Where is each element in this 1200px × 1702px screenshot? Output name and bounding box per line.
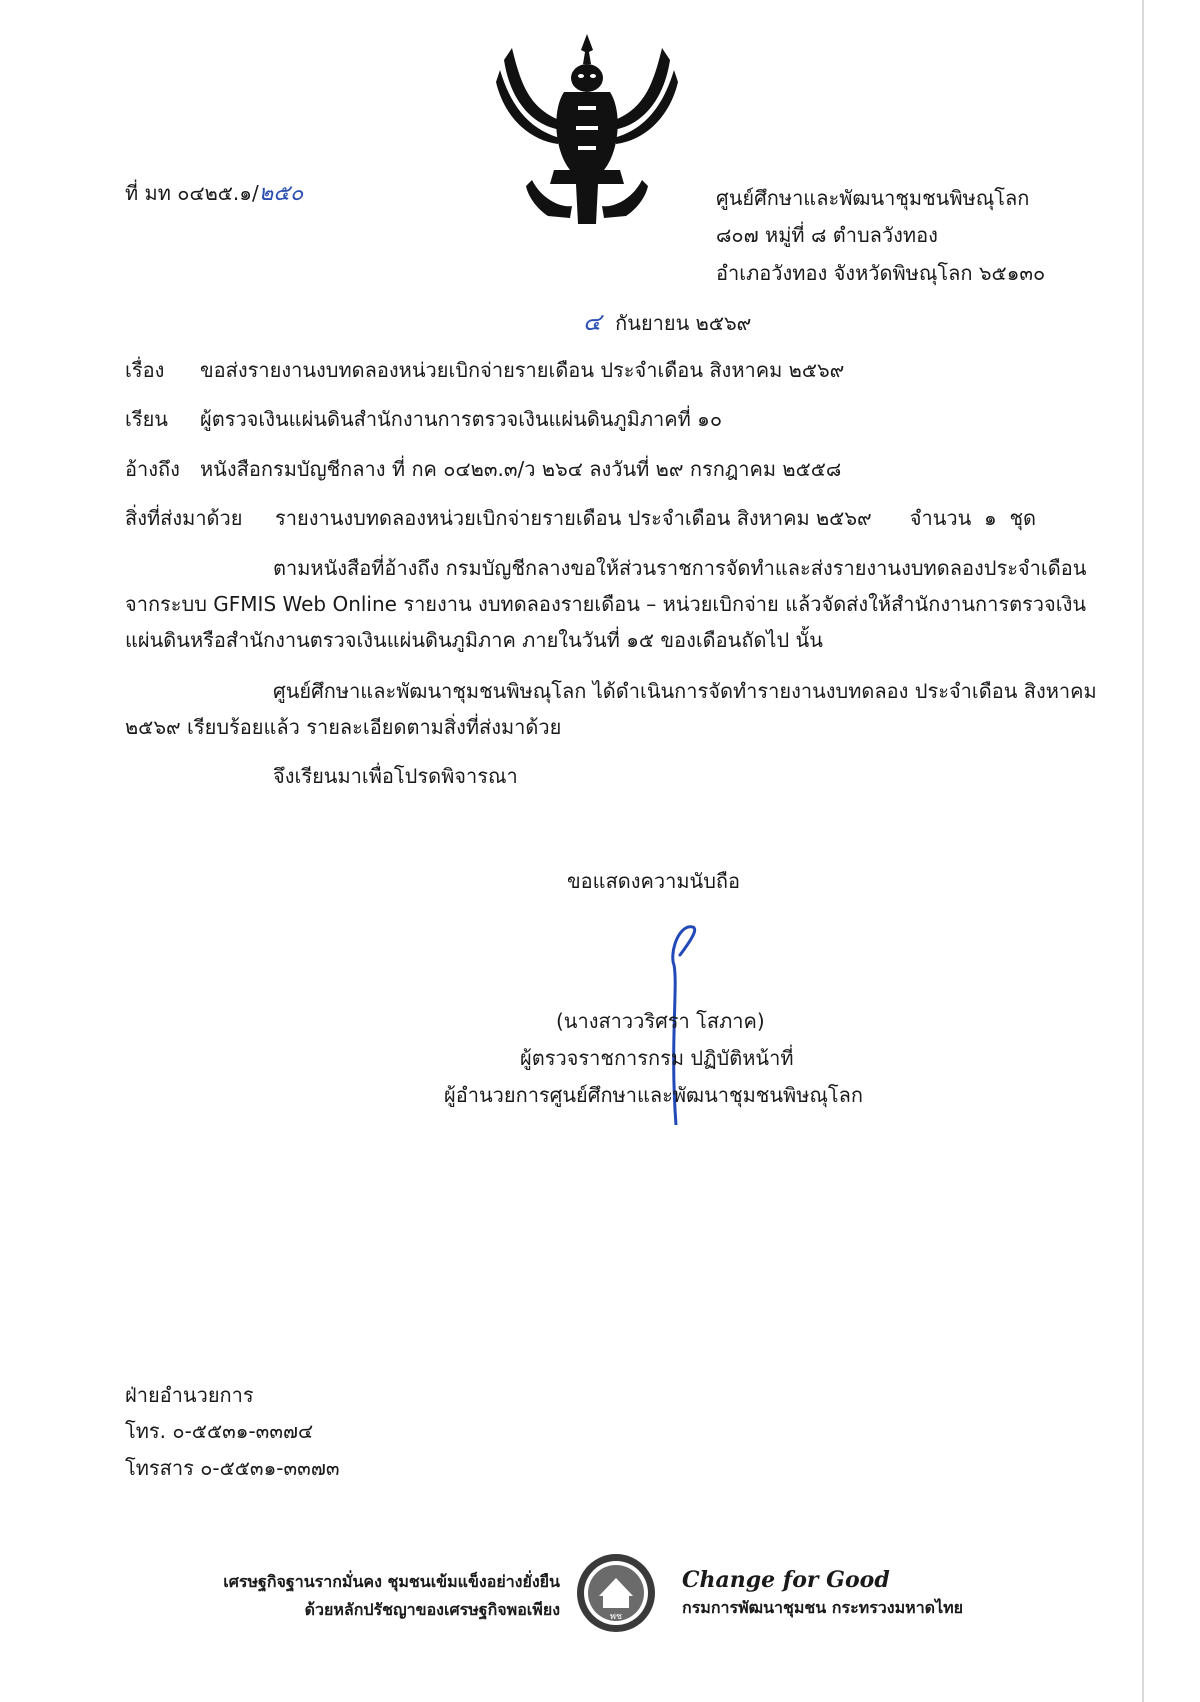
footer-department <box>682 1566 963 1622</box>
document-number <box>125 180 303 207</box>
footer-department-name: กรมการพัฒนาชุมชน กระทรวงมหาดไทย <box>682 1598 964 1617</box>
footer-motto <box>223 1568 560 1624</box>
subject-value: ขอส่งรายงานงบทดลองหน่วยเบิกจ่ายรายเดือน ประจำเดือน สิงหาคม ๒๕๖๙ <box>200 358 845 382</box>
reference-value: หนังสือกรมบัญชีกลาง ที่ กค ๐๔๒๓.๓/ว ๒๖๔ ลงวันที่ ๒๙ กรกฎาคม ๒๕๕๘ <box>200 457 842 481</box>
body-paragraph-2 <box>125 673 1105 745</box>
contact-fax: โทรสาร ๐-๕๕๓๑-๓๓๗๓ <box>125 1456 340 1480</box>
footer-slogan: Change for Good <box>682 1567 890 1593</box>
subject-label: เรื่อง <box>125 358 165 382</box>
date-day-handwritten: ๔ <box>583 308 602 336</box>
document-number-prefix: ที่ มท ๐๔๒๕.๑/ <box>125 181 259 205</box>
recipient-label: เรียน <box>125 407 168 431</box>
contact-phone: โทร. ๐-๕๕๓๑-๓๓๗๔ <box>125 1419 314 1443</box>
body-paragraph-1 <box>125 550 1105 658</box>
footer-motto-line-1: เศรษฐกิจฐานรากมั่นคง ชุมชนเข้มแข็งอย่างยั่งยืน <box>223 1572 560 1591</box>
regards-text: ขอแสดงความนับถือ <box>567 869 741 893</box>
signer-position-1: ผู้ตรวจราชการกรม ปฏิบัติหน้าที่ <box>520 1046 794 1070</box>
garuda-emblem-icon <box>492 30 682 226</box>
page-edge-line <box>1142 0 1144 1702</box>
emblem-label: พช <box>609 1612 623 1622</box>
sender-address-line-1: ศูนย์ศึกษาและพัฒนาชุมชนพิษณุโลก <box>716 186 1030 210</box>
attachment-value: รายงานงบทดลองหน่วยเบิกจ่ายรายเดือน ประจำเดือน สิงหาคม ๒๕๖๙ จำนวน ๑ ชุด <box>275 506 1037 530</box>
attachment-label: สิ่งที่ส่งมาด้วย <box>125 506 243 530</box>
date-month-year: กันยายน ๒๕๖๙ <box>615 311 752 335</box>
contact-unit: ฝ่ายอำนวยการ <box>125 1383 254 1407</box>
letter-date <box>583 309 751 336</box>
reference-label: อ้างถึง <box>125 457 180 481</box>
body-paragraph-1-text: ตามหนังสือที่อ้างถึง กรมบัญชีกลางขอให้ส่วนราชการจัดทำและส่งรายงานงบทดลองประจำเดือนจากระบบ GFMIS Web Online รายงาน งบทดลองรายเดือน – หน่วยเบิกจ่าย แล้วจัดส่งให้สำนักงานการตรวจเงินแผ่นดินหรือสำนักงานตรวจเงินแผ่นดินภูมิภาค ภายในวันที่ ๑๕ ของเดือนถัดไป นั้น <box>125 556 1087 652</box>
sender-address-line-2: ๘๐๗ หมู่ที่ ๘ ตำบลวังทอง <box>716 223 938 247</box>
signer-position-2: ผู้อำนวยการศูนย์ศึกษาและพัฒนาชุมชนพิษณุโลก <box>444 1083 864 1107</box>
department-emblem-icon <box>575 1552 657 1634</box>
signer-name: (นางสาววริศรา โสภาค) <box>556 1009 765 1033</box>
document-number-handwritten: ๒๕๐ <box>258 181 304 206</box>
recipient-value: ผู้ตรวจเงินแผ่นดินสำนักงานการตรวจเงินแผ่นดินภูมิภาคที่ ๑๐ <box>200 407 723 431</box>
body-paragraph-2-text: ศูนย์ศึกษาและพัฒนาชุมชนพิษณุโลก ได้ดำเนินการจัดทำรายงานงบทดลอง ประจำเดือน สิงหาคม ๒๕๖๙ เรียบร้อยแล้ว รายละเอียดตามสิ่งที่ส่งมาด้วย <box>125 679 1097 739</box>
closing-request: จึงเรียนมาเพื่อโปรดพิจารณา <box>273 764 518 788</box>
footer-motto-line-2: ด้วยหลักปรัชญาของเศรษฐกิจพอเพียง <box>304 1600 560 1619</box>
sender-address-line-3: อำเภอวังทอง จังหวัดพิษณุโลก ๖๕๑๓๐ <box>716 261 1046 285</box>
